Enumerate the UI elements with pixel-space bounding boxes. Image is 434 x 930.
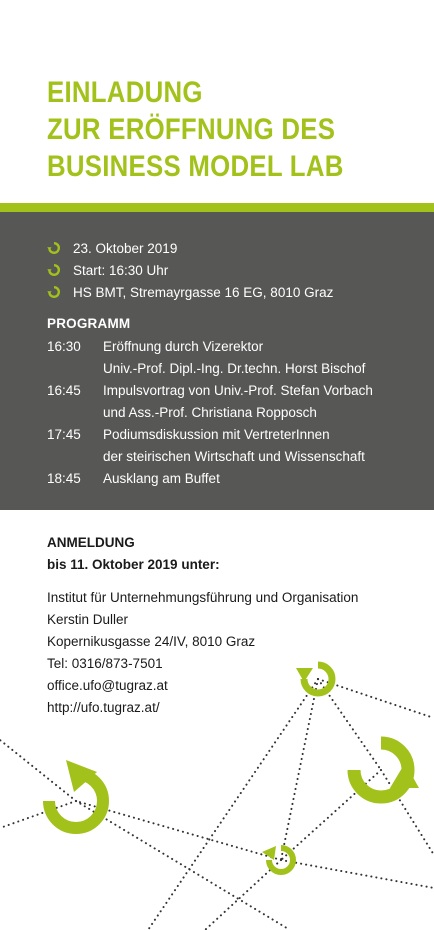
program-line: Ausklang am Buffet: [103, 471, 220, 486]
refresh-arrow-icon: [296, 665, 332, 693]
registration-deadline: bis 11. Oktober 2019 unter:: [47, 557, 220, 572]
program-time: 16:30: [47, 339, 81, 354]
event-start-time: Start: 16:30 Uhr: [73, 262, 169, 278]
event-date: 23. Oktober 2019: [73, 240, 178, 256]
program-line: und Ass.-Prof. Christiana Ropposch: [103, 405, 317, 420]
contact-institute: Institut für Unternehmungsführung und Organisation: [47, 590, 359, 605]
refresh-arrow-icon: [49, 760, 103, 828]
registration-heading: ANMELDUNG: [47, 535, 135, 550]
network-connections: [0, 679, 434, 930]
program-line: Eröffnung durch Vizerektor: [103, 339, 264, 354]
program-line: Podiumsdiskussion mit VertreterInnen: [103, 427, 330, 442]
contact-address: Kopernikusgasse 24/IV, 8010 Graz: [47, 634, 256, 649]
contact-phone: Tel: 0316/873-7501: [47, 656, 163, 671]
program-heading: PROGRAMM: [47, 316, 131, 331]
refresh-arrow-icon: [354, 743, 419, 797]
event-location: HS BMT, Stremayrgasse 16 EG, 8010 Graz: [73, 284, 334, 300]
title-line-2: ZUR ERÖFFNUNG DES: [47, 113, 336, 146]
title-line-3: BUSINESS MODEL LAB: [47, 150, 344, 183]
program-time: 17:45: [47, 427, 81, 442]
contact-email[interactable]: office.ufo@tugraz.at: [47, 678, 168, 693]
program-line: der steirischen Wirtschaft und Wissenschaft: [103, 449, 365, 464]
program-line: Impulsvortrag von Univ.-Prof. Stefan Vorbach: [103, 383, 373, 398]
title-line-1: EINLADUNG: [47, 76, 203, 109]
refresh-arrow-icon: [262, 846, 293, 872]
contact-website[interactable]: http://ufo.tugraz.at/: [47, 700, 160, 715]
contact-person: Kerstin Duller: [47, 612, 129, 627]
program-line: Univ.-Prof. Dipl.-Ing. Dr.techn. Horst Bischof: [103, 361, 366, 376]
program-time: 18:45: [47, 471, 81, 486]
program-time: 16:45: [47, 383, 81, 398]
